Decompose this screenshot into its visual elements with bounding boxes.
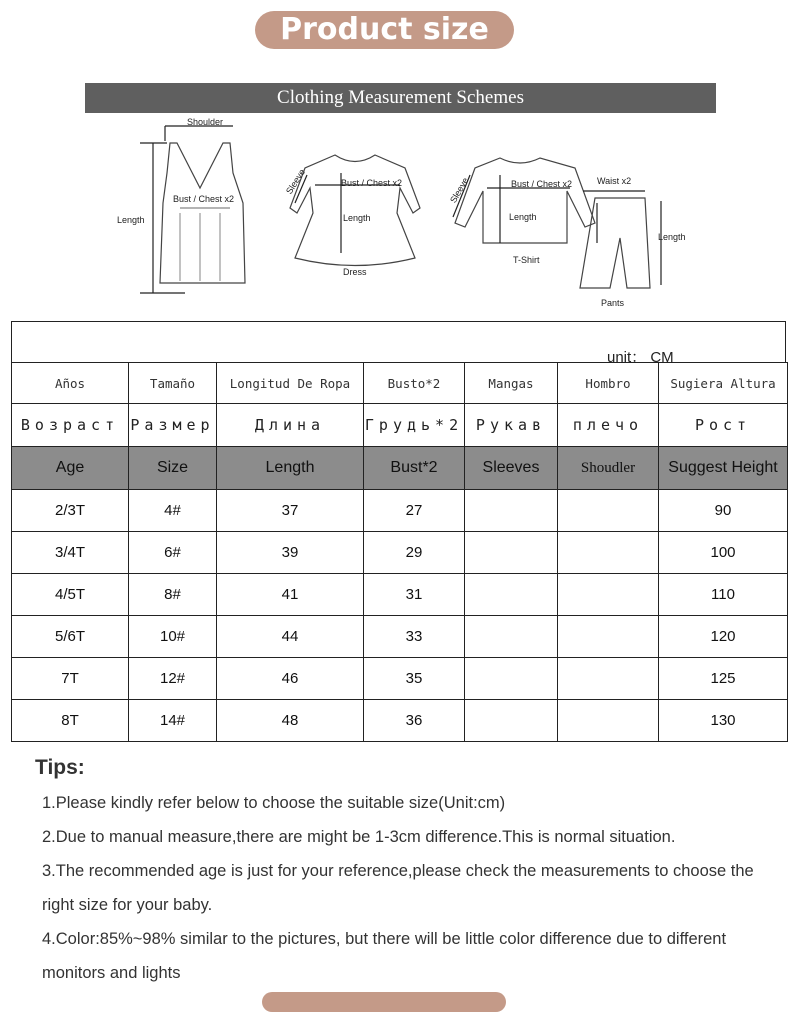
header-cell: Busto*2 <box>364 363 465 404</box>
shoulder-cell <box>558 574 659 616</box>
size-cell: 14# <box>129 700 217 742</box>
shoulder-cell <box>558 532 659 574</box>
length-cell: 46 <box>217 658 364 700</box>
tips-list <box>42 786 782 990</box>
height-cell: 90 <box>659 490 788 532</box>
header-cell: Грудь*2 <box>364 404 465 447</box>
size-cell: 6# <box>129 532 217 574</box>
bust-cell: 33 <box>364 616 465 658</box>
bust-cell: 29 <box>364 532 465 574</box>
header-cell: Suggest Height <box>659 447 788 490</box>
size-cell: 10# <box>129 616 217 658</box>
sleeves-cell <box>465 532 558 574</box>
age-cell: 2/3T <box>12 490 129 532</box>
pants-sketch <box>580 191 661 288</box>
pants-label: Pants <box>601 298 625 308</box>
table-row <box>12 532 788 574</box>
product-size-title: Product size <box>255 11 514 49</box>
size-cell: 8# <box>129 574 217 616</box>
table-row <box>12 616 788 658</box>
header-cell: Tamaño <box>129 363 217 404</box>
tip-item: 4.Color:85%~98% similar to the pictures, but there will be little color difference due to different monitors and lights <box>42 930 727 982</box>
shoulder-cell <box>558 658 659 700</box>
header-cell: Длина <box>217 404 364 447</box>
header-cell: Length <box>217 447 364 490</box>
age-cell: 7T <box>12 658 129 700</box>
length-cell: 41 <box>217 574 364 616</box>
waist-label: Waist x2 <box>597 176 632 186</box>
header-cell: плечо <box>558 404 659 447</box>
age-cell: 8T <box>12 700 129 742</box>
tip-item: 2.Due to manual measure,there are might be 1-3cm difference.This is normal situation. <box>42 828 676 846</box>
length-cell: 39 <box>217 532 364 574</box>
header-cell: Size <box>129 447 217 490</box>
header-cell: Hombro <box>558 363 659 404</box>
vest-bust-label: Bust / Chest x2 <box>173 194 235 204</box>
bust-cell: 36 <box>364 700 465 742</box>
length-cell: 37 <box>217 490 364 532</box>
size-cell: 12# <box>129 658 217 700</box>
dress-length-label: Length <box>343 213 371 223</box>
tip-item: 3.The recommended age is just for your reference,please check the measurements to choose the right size for your baby. <box>42 862 754 914</box>
vest-sketch <box>140 126 245 293</box>
header-cell: Shoudler <box>558 447 659 490</box>
table-row <box>12 658 788 700</box>
sleeves-cell <box>465 700 558 742</box>
unit-label: unit： CM <box>607 349 674 366</box>
header-cell: Bust*2 <box>364 447 465 490</box>
size-cell: 4# <box>129 490 217 532</box>
dress-sleeve-label: Sleeve <box>283 167 308 196</box>
header-cell: Рукав <box>465 404 558 447</box>
table-row <box>12 574 788 616</box>
tshirt-length-label: Length <box>509 212 537 222</box>
shoulder-cell <box>558 700 659 742</box>
dress-bust-label: Bust / Chest x2 <box>341 178 403 188</box>
header-cell: Age <box>12 447 129 490</box>
tips-heading: Tips: <box>35 756 85 779</box>
measurement-diagram <box>105 113 705 313</box>
tshirt-sketch <box>453 158 595 243</box>
header-cell: Años <box>12 363 129 404</box>
age-cell: 4/5T <box>12 574 129 616</box>
header-cell: Размер <box>129 404 217 447</box>
pants-length-label: Length <box>658 232 686 242</box>
header-cell: Mangas <box>465 363 558 404</box>
header-cell: Sugiera Altura <box>659 363 788 404</box>
header-row-russian <box>12 404 788 447</box>
measurement-schemes-banner: Clothing Measurement Schemes <box>85 83 716 113</box>
shoulder-cell <box>558 616 659 658</box>
bust-cell: 27 <box>364 490 465 532</box>
age-cell: 3/4T <box>12 532 129 574</box>
header-row-spanish <box>12 363 788 404</box>
bust-cell: 35 <box>364 658 465 700</box>
shoulder-label: Shoulder <box>187 117 224 127</box>
length-cell: 48 <box>217 700 364 742</box>
size-chart-table <box>11 362 788 742</box>
sleeves-cell <box>465 574 558 616</box>
dress-label: Dress <box>343 267 367 277</box>
sleeves-cell <box>465 658 558 700</box>
dress-sketch <box>290 155 420 266</box>
age-cell: 5/6T <box>12 616 129 658</box>
height-cell: 110 <box>659 574 788 616</box>
header-cell: Рост <box>659 404 788 447</box>
vest-length-label: Length <box>117 215 145 225</box>
sleeves-cell <box>465 490 558 532</box>
height-cell: 125 <box>659 658 788 700</box>
height-cell: 130 <box>659 700 788 742</box>
header-cell: Sleeves <box>465 447 558 490</box>
tshirt-bust-label: Bust / Chest x2 <box>511 179 573 189</box>
height-cell: 120 <box>659 616 788 658</box>
shoulder-cell <box>558 490 659 532</box>
tshirt-label: T-Shirt <box>513 255 540 265</box>
next-section-pill <box>262 992 506 1012</box>
header-row-english <box>12 447 788 490</box>
length-cell: 44 <box>217 616 364 658</box>
header-cell: Возраст <box>12 404 129 447</box>
table-row <box>12 490 788 532</box>
tip-item: 1.Please kindly refer below to choose the suitable size(Unit:cm) <box>42 794 506 812</box>
table-row <box>12 700 788 742</box>
sleeves-cell <box>465 616 558 658</box>
header-cell: Longitud De Ropa <box>217 363 364 404</box>
bust-cell: 31 <box>364 574 465 616</box>
tshirt-sleeve-label: Sleeve <box>448 175 471 205</box>
height-cell: 100 <box>659 532 788 574</box>
